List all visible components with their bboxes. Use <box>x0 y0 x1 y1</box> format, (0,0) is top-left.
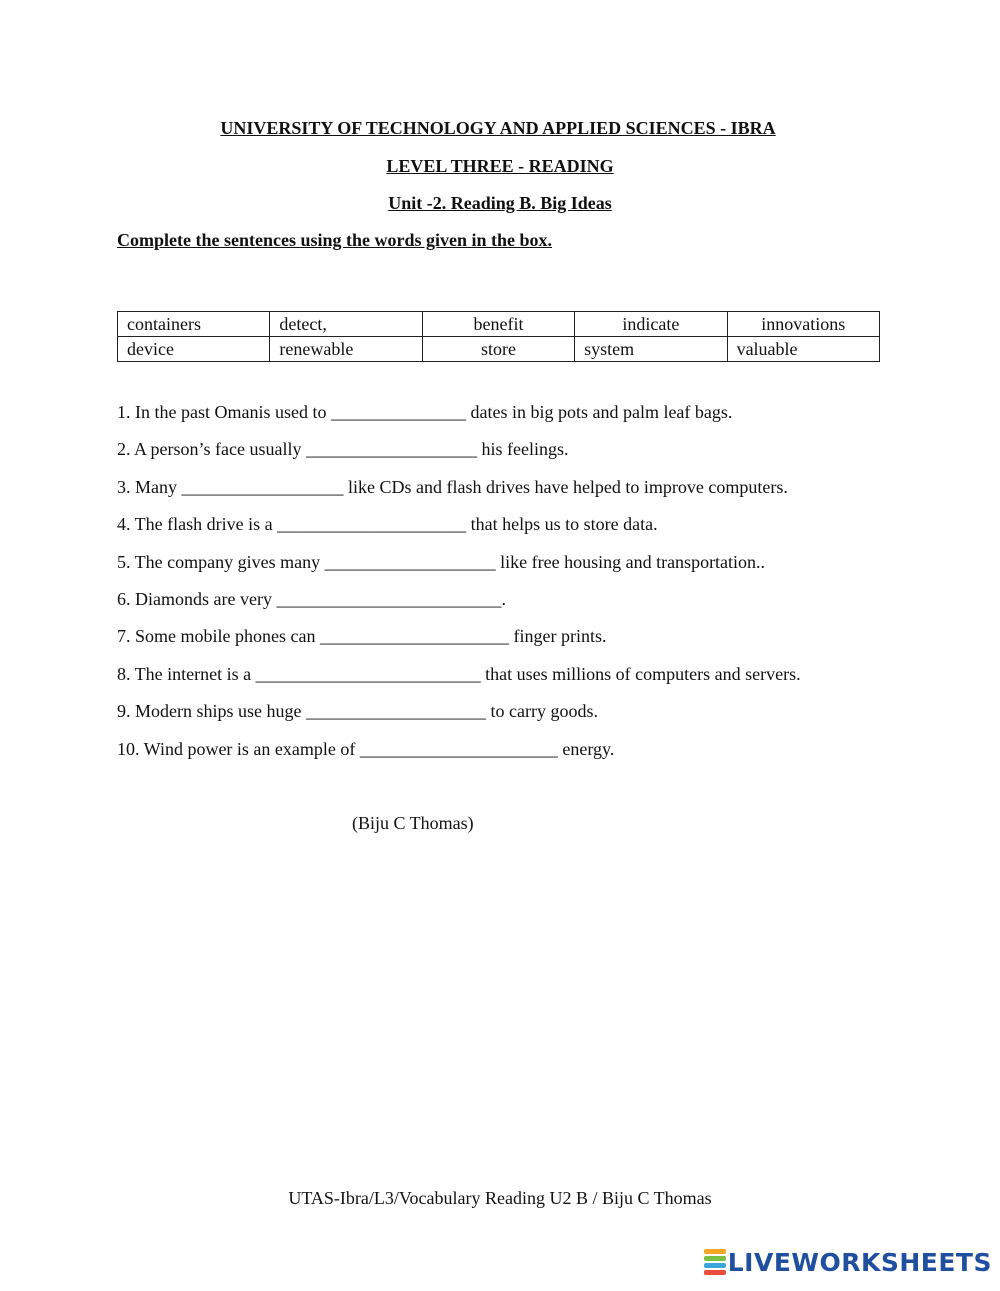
word-cell: device <box>118 337 270 362</box>
sentence-item[interactable]: 1. In the past Omanis used to _______________ dates in big pots and palm leaf bags. <box>117 402 733 422</box>
sentence-item[interactable]: 10. Wind power is an example of ______________________ energy. <box>117 738 615 759</box>
sentence-list <box>117 400 977 774</box>
unit-title: Unit -2. Reading B. Big Ideas <box>388 193 612 213</box>
word-cell: valuable <box>727 337 879 362</box>
word-cell: renewable <box>270 337 422 362</box>
sentence-item[interactable]: 8. The internet is a _________________________ that uses millions of computers and servers. <box>117 663 801 684</box>
instruction-text: Complete the sentences using the words given in the box. <box>117 230 552 250</box>
page-footer: UTAS-Ibra/L3/Vocabulary Reading U2 B / Biju C Thomas <box>288 1188 712 1208</box>
logo-block <box>704 1249 726 1254</box>
sentence-item[interactable]: 4. The flash drive is a _____________________ that helps us to store data. <box>117 514 658 535</box>
word-cell: store <box>422 337 574 362</box>
sentence-item[interactable]: 5. The company gives many ___________________ like free housing and transportation.. <box>117 551 766 572</box>
sentence-item[interactable]: 6. Diamonds are very _________________________. <box>117 588 506 609</box>
liveworksheets-logo-icon <box>704 1248 726 1276</box>
level-title: LEVEL THREE - READING <box>386 156 614 176</box>
brand-name: LIVEWORKSHEETS <box>727 1247 992 1277</box>
word-cell: benefit <box>422 312 574 337</box>
word-box-row <box>118 337 880 362</box>
logo-block <box>704 1263 726 1268</box>
word-cell: innovations <box>727 312 879 337</box>
logo-block <box>704 1256 726 1261</box>
institution-title: UNIVERSITY OF TECHNOLOGY AND APPLIED SCIENCES - IBRA <box>220 118 776 138</box>
word-cell: containers <box>118 312 270 337</box>
author-signature: (Biju C Thomas) <box>352 813 474 833</box>
sentence-item[interactable]: 2. A person’s face usually ___________________ his feelings. <box>117 439 569 460</box>
sentence-item[interactable]: 9. Modern ships use huge ____________________ to carry goods. <box>117 701 598 722</box>
sentence-item[interactable]: 3. Many __________________ like CDs and flash drives have helped to improve computers. <box>117 476 788 497</box>
word-cell: indicate <box>575 312 727 337</box>
liveworksheets-brand[interactable] <box>704 1247 992 1277</box>
word-cell: detect, <box>270 312 422 337</box>
logo-block <box>704 1270 726 1275</box>
word-box-row <box>118 312 880 337</box>
sentence-item[interactable]: 7. Some mobile phones can _____________________ finger prints. <box>117 626 607 647</box>
word-cell: system <box>575 337 727 362</box>
word-box <box>117 311 880 362</box>
